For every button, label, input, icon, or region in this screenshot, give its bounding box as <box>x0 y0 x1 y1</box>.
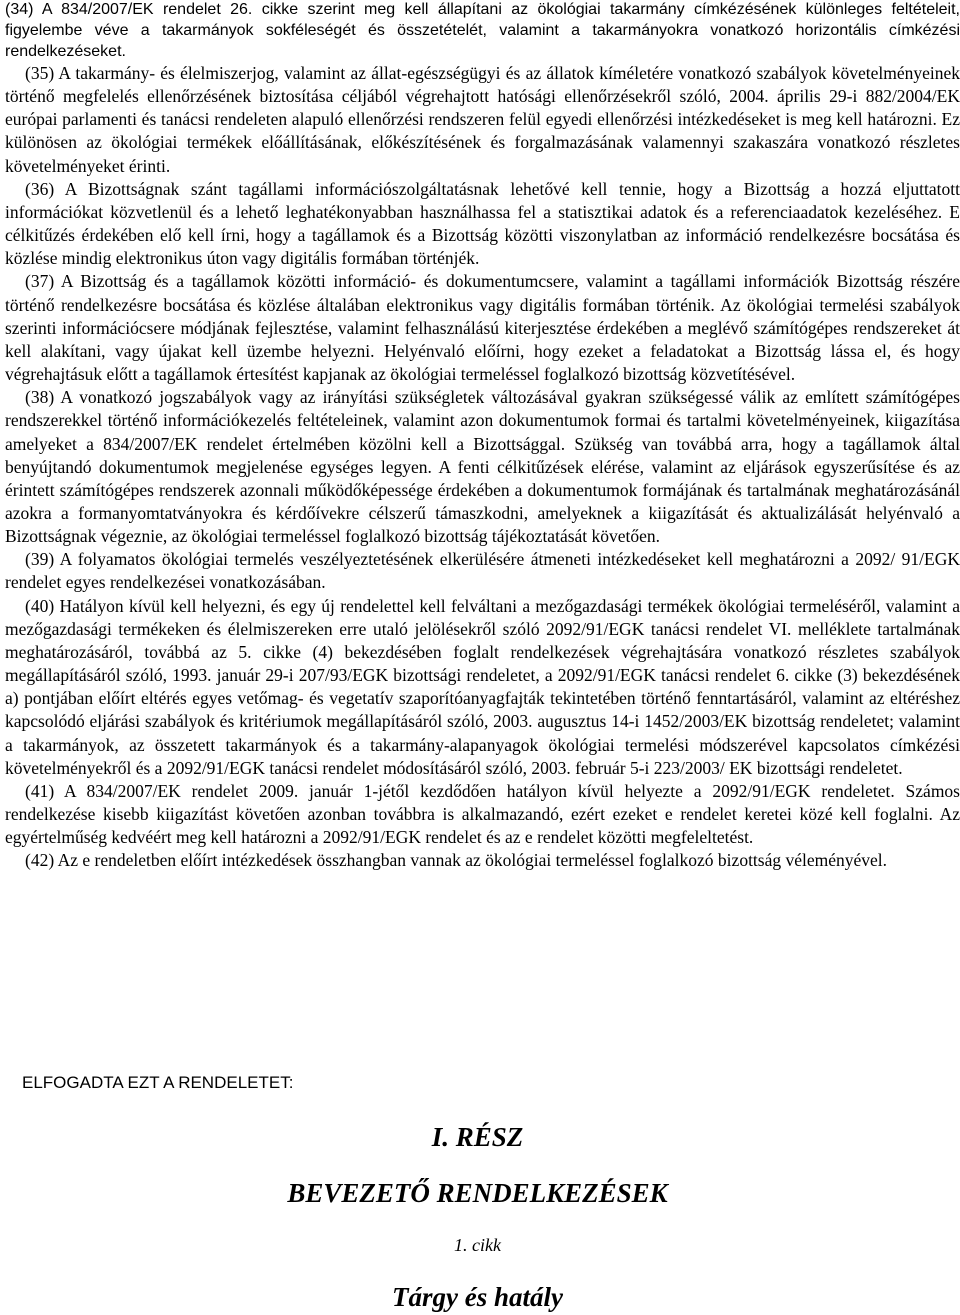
recital-35: (35) A takarmány- és élelmiszerjog, valamint az állat-egészségügyi és az állatok kíméletére vonatkozó szabályok követelményeinek történő megfelelés ellenőrzésének biztosítása céljából végrehajtott hatósági ellenőrzésekről szóló, 2004. április 29-i 882/2004/EK európai parlamenti és tanácsi rendeleten alapuló ellenőrzési rendszeren felül egyedi ellenőrzési intézkedéseket is meg kell határozni. Ez különösen az ökológiai termékek előállításának, előkészítésének és forgalmazásának valamennyi szakaszára vonatkozó részletes követelményeket érinti. <box>5 63 960 176</box>
recital-36: (36) A Bizottságnak szánt tagállami információszolgáltatásnak lehetővé kell tennie, hogy a Bizottság a hozzá eljuttatott információkat közvetlenül és a lehető leghatékonyabban használhassa fel a statisztikai adatok és a referenciaadatok kezeléséhez. E célkitűzés érdekében elő kell írni, hogy a tagállamok és a Bizottság közötti viszonylatban az információ rendelkezésre bocsátása és közlése mindig elektronikus úton vagy digitális formában történjék. <box>5 178 960 269</box>
recital-38: (38) A vonatkozó jogszabályok vagy az irányítási szükségletek változásával gyakran szükségessé válik az említett számítógépes rendszerekkel történő információkezelés feltételeinek, valamint azon dokumentumok formai és tartalmi követelményeinek, kiigazítása amelyeket a 834/2007/EK rendelet értelmében közölni kell a Bizottsággal. Szükség van továbbá arra, hogy a tagállamok által benyújtandó dokumentumok megjelenése egységes legyen. A fenti célkitűzések elérése, valamint az eljárások egyszerűsítése és az érintett számítógépes rendszerek azonnali működőképessége érdekében a dokumentumok formájának és tartalmának meghatározásánál azokra a formanyomtatványokra és kérdőívekre célszerű támaszkodni, amelyeknek a kiigazítását és aktualizálását helyénvaló a Bizottságnak végeznie, az ökológiai termeléssel foglalkozó bizottság tájékoztatását követően. <box>5 387 960 547</box>
enactment-formula: ELFOGADTA EZT A RENDELETET: <box>22 1073 294 1092</box>
document-page <box>5 0 960 872</box>
part-subtitle: BEVEZETŐ RENDELKEZÉSEK <box>287 1178 668 1208</box>
article-number: 1. cikk <box>454 1235 501 1255</box>
recital-34: (34) A 834/2007/EK rendelet 26. cikke szerint meg kell állapítani az ökológiai takarmány címkézésének különleges feltételeit, figyelembe véve a takarmányok sokféleségét és összetételét, valamint a takarmányokra vonatkozó horizontális címkézési rendelkezéseket. <box>5 1 960 60</box>
recital-41: (41) A 834/2007/EK rendelet 2009. január 1-jétől kezdődően hatályon kívül helyezte a 2092/91/EGK rendeletet. Számos rendelkezése kisebb kiigazítást követően azonban továbbra is alkalmazandó, ezért ezeket e rendelet keretei közé kell foglalni. Az egyértelműség kedvéért meg kell határozni a 2092/91/EGK rendelet és az e rendelet közötti megfeleltetést. <box>5 780 960 848</box>
recital-37: (37) A Bizottság és a tagállamok közötti információ- és dokumentumcsere, valamint a tagállami információk Bizottság részére történő rendelkezésre bocsátása és közlése általában elektronikus vagy digitális formában történik. Az ökológiai termelési szabályok szerinti információcsere módjának fejlesztése, valamint felhasználású kiterjesztése érdekében a meglévő számítógépes rendszereket át kell alakítani, vagy újakat kell üzembe helyezni. Helyénvaló előírni, hogy ezeket a feladatokat a Bizottság lássa el, és hogy végrehajtásuk előtt a tagállamok értesítést kapjanak az ökológiai termeléssel foglalkozó bizottság közvetítésével. <box>5 271 960 385</box>
part-title: I. RÉSZ <box>431 1122 524 1152</box>
recital-39: (39) A folyamatos ökológiai termelés veszélyeztetésének elkerülésére átmeneti intézkedéseket kell meghatározni a 2092/ 91/EGK rendelet egyes rendelkezései vonatkozásában. <box>5 549 960 593</box>
recital-40: (40) Hatályon kívül kell helyezni, és egy új rendelettel kell felváltani a mezőgazdasági termékek ökológiai termeléséről, valamint a mezőgazdasági termékeken és élelmiszereken erre utaló jelölésekről szóló 2092/91/EGK tanácsi rendelet VI. melléklete tartalmának meghatározásáról, továbbá az 5. cikke (4) bekezdésében foglalt rendelkezések végrehajtására vonatkozó részletes szabályok megállapításáról szóló, 1993. január 29-i 207/93/EGK bizottsági rendeletet, a 2092/91/EGK tanácsi rendelet 6. cikke (3) bekezdésének a) pontjában előírt eltérés egyes vetőmag- és vegetatív szaporítóanyagfajták tekintetében történő fenntartásáról, valamint az eltéréshez kapcsolódó eljárási szabályok és kritériumok megállapításáról szóló, 2003. augusztus 14-i 1452/2003/EK bizottság rendeletet; valamint a takarmányok, az összetett takarmányok és a takarmány-alapanyagok ökológiai termelési módszerével kapcsolatos címkézési követelményekről és a 2092/91/EGK tanácsi rendelet módosításáról szóló, 2003. február 5-i 223/2003/ EK bizottsági rendeletet. <box>5 595 960 778</box>
article-title: Tárgy és hatály <box>392 1282 563 1312</box>
recital-42: (42) Az e rendeletben előírt intézkedések összhangban vannak az ökológiai termeléssel foglalkozó bizottság véleményével. <box>25 850 888 871</box>
